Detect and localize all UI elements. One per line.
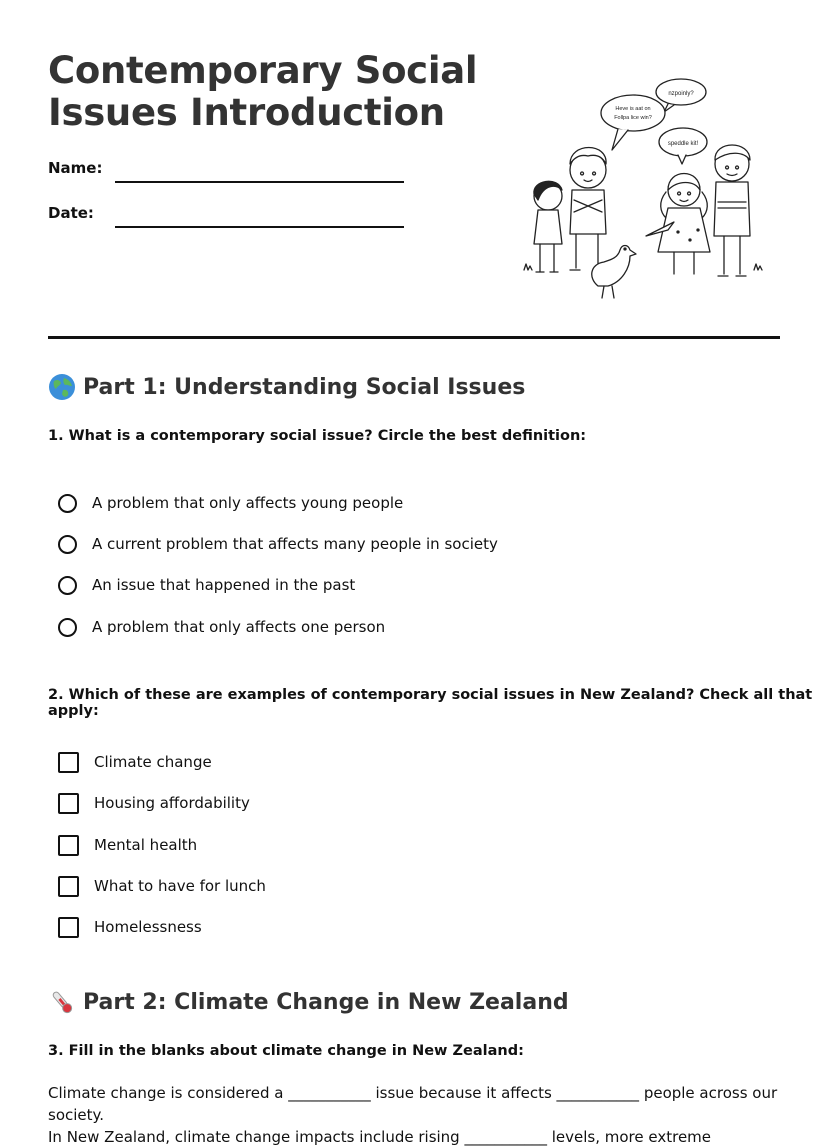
part1-heading (48, 373, 525, 401)
name-label: Name: (48, 159, 103, 177)
bubble-text-3: speddle kit! (667, 141, 699, 147)
fill-in-line-1[interactable]: Climate change is considered a ___________ issue because it affects ___________ people across our society. (48, 1084, 778, 1124)
q1-option[interactable] (58, 532, 498, 556)
date-label: Date: (48, 204, 94, 222)
checkbox[interactable] (58, 917, 79, 938)
children-illustration (518, 72, 770, 304)
q1-option[interactable] (58, 491, 403, 515)
fill-in-line-2[interactable]: In New Zealand, climate change impacts include rising ___________ levels, more extreme (48, 1128, 712, 1146)
q1-option-label: An issue that happened in the past (92, 576, 356, 594)
globe-icon (48, 373, 76, 401)
question-1: 1. What is a contemporary social issue? Circle the best definition: (48, 428, 587, 444)
q2-option[interactable] (58, 833, 197, 857)
thermometer-icon (48, 988, 76, 1016)
q2-option[interactable] (58, 874, 266, 898)
part1-heading-text: Part 1: Understanding Social Issues (83, 374, 526, 400)
radio-button[interactable] (58, 535, 77, 554)
q1-option-label: A current problem that affects many people in society (92, 535, 498, 553)
question-3: 3. Fill in the blanks about climate change in New Zealand: (48, 1043, 524, 1059)
q2-option-label: What to have for lunch (94, 877, 266, 895)
q1-option-label: A problem that only affects one person (92, 618, 386, 636)
bubble-text-1: nzpoinly? (668, 91, 694, 97)
radio-button[interactable] (58, 576, 77, 595)
page-title: Contemporary Social Issues Introduction (48, 49, 478, 134)
part2-heading-text: Part 2: Climate Change in New Zealand (83, 989, 569, 1015)
bubble-text-2: Heve is aat on (615, 106, 651, 112)
checkbox[interactable] (58, 876, 79, 897)
name-line[interactable] (115, 181, 404, 183)
q2-option[interactable] (58, 915, 202, 939)
svg-text:Follpa lice win?: Follpa lice win? (614, 115, 652, 121)
checkbox[interactable] (58, 752, 79, 773)
checkbox[interactable] (58, 793, 79, 814)
fill-in-paragraph (48, 1082, 788, 1148)
q1-option[interactable] (58, 573, 355, 597)
question-2: 2. Which of these are examples of contemporary social issues in New Zealand? Check all that apply: (48, 687, 813, 719)
section-divider (48, 336, 780, 339)
q2-option-label: Climate change (94, 753, 212, 771)
part2-heading (48, 988, 569, 1016)
q2-option-label: Housing affordability (94, 794, 250, 812)
date-line[interactable] (115, 226, 404, 228)
q2-option-label: Mental health (94, 836, 198, 854)
q2-option[interactable] (58, 750, 212, 774)
q2-option[interactable] (58, 791, 250, 815)
radio-button[interactable] (58, 494, 77, 513)
q1-option[interactable] (58, 615, 385, 639)
radio-button[interactable] (58, 618, 77, 637)
speech-bubble-2 (601, 95, 665, 131)
q1-option-label: A problem that only affects young people (92, 494, 404, 512)
checkbox[interactable] (58, 835, 79, 856)
q2-option-label: Homelessness (94, 918, 202, 936)
